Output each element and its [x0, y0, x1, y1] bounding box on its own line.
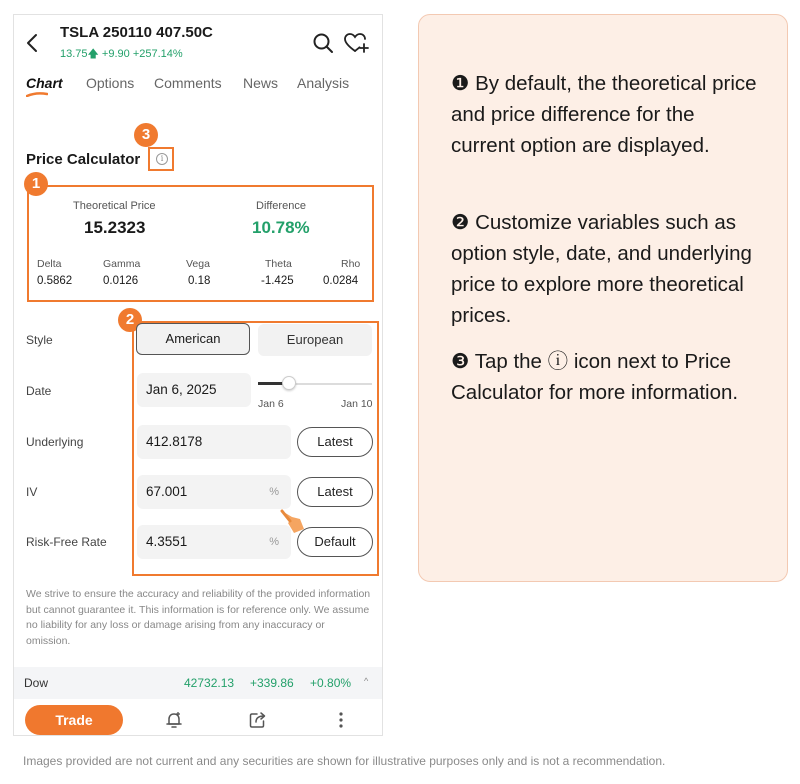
- style-american-button[interactable]: American: [136, 323, 250, 355]
- tab-news[interactable]: News: [243, 75, 279, 91]
- tab-analysis[interactable]: Analysis: [297, 75, 350, 91]
- instruction-1: ❶ By default, the theoretical price and price difference for the current option are displayed.: [451, 72, 757, 157]
- chevron-up-icon[interactable]: ^: [364, 676, 369, 686]
- badge-3: 3: [134, 123, 158, 147]
- risk-free-rate-label: Risk-Free Rate: [26, 535, 107, 549]
- iv-value: 67.001: [146, 484, 188, 499]
- style-label: Style: [26, 333, 53, 347]
- badge-2: 2: [118, 308, 142, 332]
- greek-value: 0.0284: [323, 275, 359, 287]
- instruction-2: ❷ Customize variables such as option style, date, and underlying price to explore more theoretical prices.: [451, 211, 752, 327]
- date-label: Date: [26, 384, 52, 398]
- date-slider-thumb[interactable]: [282, 376, 296, 390]
- greek-label: Delta: [37, 258, 62, 270]
- tab-active-indicator: [26, 92, 48, 97]
- option-change: +9.90: [101, 48, 130, 60]
- back-arrow-icon[interactable]: [24, 31, 42, 55]
- greek-label: Rho: [341, 258, 361, 270]
- underlying-field[interactable]: 412.8178: [137, 425, 291, 459]
- greek-value: 0.18: [188, 275, 211, 287]
- more-options-icon[interactable]: [334, 710, 348, 730]
- tab-options[interactable]: Options: [86, 75, 135, 91]
- underlying-label: Underlying: [26, 435, 84, 449]
- greek-label: Gamma: [103, 258, 141, 270]
- difference-value: 10.78%: [252, 218, 310, 237]
- greek-value: 0.0126: [103, 275, 139, 287]
- greek-label: Vega: [186, 258, 210, 270]
- date-field[interactable]: Jan 6, 2025: [137, 373, 251, 407]
- trade-button[interactable]: Trade: [25, 705, 123, 735]
- info-icon[interactable]: i: [156, 153, 168, 165]
- index-change: +339.86: [250, 676, 294, 690]
- price-calculator-title: Price Calculator: [26, 151, 141, 168]
- option-price: 13.75: [60, 48, 88, 60]
- option-ticker: TSLA 250110 407.50C: [60, 24, 213, 41]
- tap-hand-icon: [276, 507, 306, 537]
- rate-default-button[interactable]: Default: [297, 527, 373, 557]
- alert-bell-icon[interactable]: [164, 710, 184, 730]
- style-european-button[interactable]: European: [258, 324, 372, 356]
- tab-chart[interactable]: Chart: [26, 75, 63, 91]
- rate-suffix: %: [269, 536, 279, 548]
- footnote-disclaimer: Images provided are not current and any securities are shown for illustrative purposes only and is not a recommendation.: [23, 754, 666, 768]
- up-arrow-icon: 🡅: [87, 48, 99, 60]
- instructions-panel: [418, 14, 788, 582]
- index-change-pct: +0.80%: [310, 676, 352, 690]
- theoretical-price-value: 15.2323: [84, 218, 146, 237]
- underlying-latest-button[interactable]: Latest: [297, 427, 373, 457]
- difference-label: Difference: [256, 200, 306, 212]
- slider-end-label: Jan 10: [341, 398, 373, 410]
- theoretical-price-label: Theoretical Price: [73, 200, 156, 212]
- index-name: Dow: [24, 676, 49, 690]
- risk-free-rate-field[interactable]: [137, 525, 291, 559]
- phone-screen: [13, 14, 383, 736]
- greek-value: -1.425: [261, 275, 294, 287]
- badge-1: 1: [24, 172, 48, 196]
- share-icon[interactable]: [248, 710, 268, 730]
- rate-value: 4.3551: [146, 534, 188, 549]
- iv-label: IV: [26, 485, 38, 499]
- search-icon[interactable]: [312, 32, 334, 54]
- iv-suffix: %: [269, 486, 279, 498]
- add-watchlist-heart-icon[interactable]: [344, 32, 370, 54]
- option-change-pct: +257.14%: [132, 48, 183, 60]
- tab-comments[interactable]: Comments: [154, 75, 222, 91]
- disclaimer-text: We strive to ensure the accuracy and reliability of the provided information but cannot guarantee it. This information is for reference only. We assume no liability for any loss or damage arising from any inaccuracy or omission.: [26, 588, 371, 647]
- index-value: 42732.13: [184, 676, 235, 690]
- greek-value: 0.5862: [37, 275, 73, 287]
- instruction-3: ❸ Tap the ⓘ icon next to Price Calculator for more information.: [451, 350, 739, 404]
- slider-start-label: Jan 6: [258, 398, 284, 410]
- iv-field[interactable]: [137, 475, 291, 509]
- greek-label: Theta: [265, 258, 292, 270]
- option-quote: [60, 45, 183, 64]
- iv-latest-button[interactable]: Latest: [297, 477, 373, 507]
